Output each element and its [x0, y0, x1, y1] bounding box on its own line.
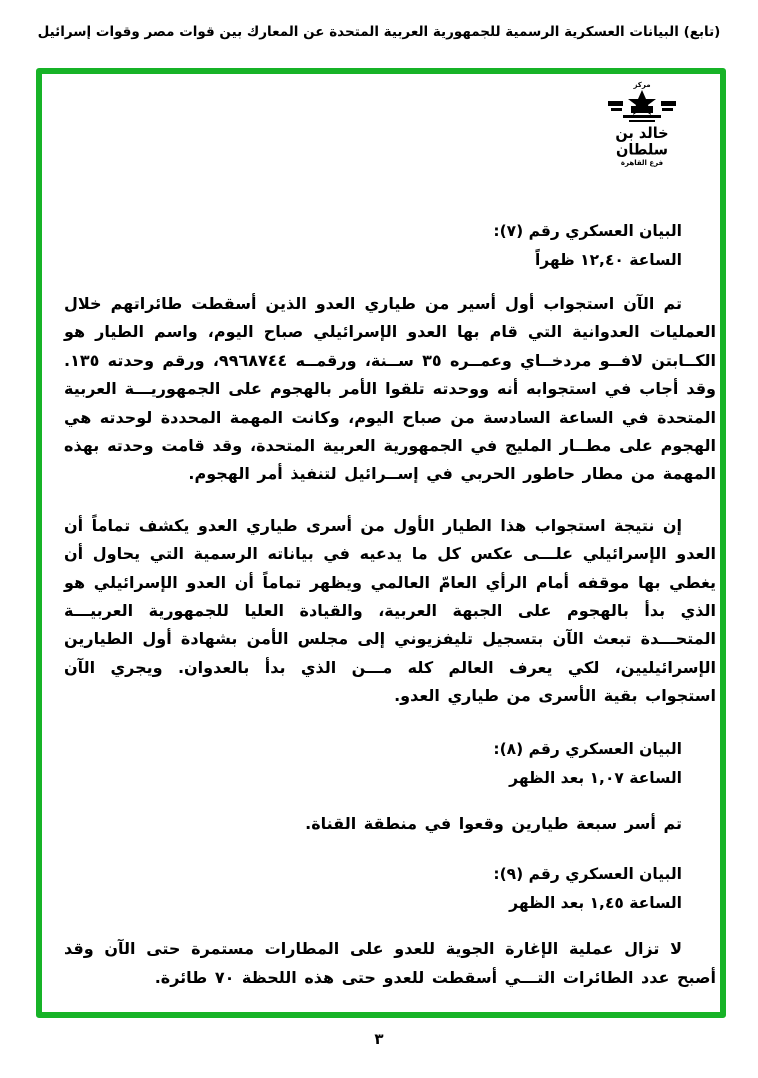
bulletin-9-title: البيان العسكري رقم (٩): [493, 865, 682, 884]
bulletin-8-time: الساعة ١,٠٧ بعد الظهر [509, 768, 682, 787]
stamp-name-label: خالد بن سلطان [615, 124, 669, 159]
bulletin-8-paragraph-1: تم أسر سبعة طيارين وقعوا في منطقة القناة. [305, 813, 682, 833]
bulletin-9-paragraph-1: لا تزال عملية الإغارة الجوية للعدو على المطارات مستمرة حتى الآن وقد أصبح عدد الطائرات التـــي أسقطت للعدو حتى هذه اللحظة ٧٠ طائرة. [64, 939, 716, 987]
document-body [64, 220, 716, 992]
green-border-frame [36, 68, 726, 1018]
page-number: ٣ [374, 1030, 384, 1048]
document-continuation-header: (تابع) البيانات العسكرية الرسمية للجمهورية العربية المتحدة عن المعارك بين قوات مصر وقوات إسرائيل [37, 24, 721, 40]
bulletin-7-paragraph-1: تم الآن استجواب أول أسير من طياري العدو الذين أسقطت طائراتهم خلال العمليات العدوانية التي قام بها العدو الإسرائيلي صباح اليوم، واسم الطيار هو الكــابتن لافــو مردخــاي وعمــره ٣٥ ســنة، ورقمــه ٩٩٦٨٧٤٤، ورقم وحدته ١٣٥. وقد أجاب في استجوابه أنه ووحدته تلقوا الأمر بالهجوم على الجمهوريـــة العربية المتحدة في الساعة السادسة من صباح اليوم، وكانت المهمة المحددة لوحدته هي الهجوم على مطــار المليج في الجمهورية العربية المتحدة، وقد قامت وحدته بهذه المهمة من مطار حاطور الحربي في إســرائيل لتنفيذ أمر الهجوم. [64, 294, 716, 484]
office-stamp [590, 82, 694, 167]
stamp-branch-label: فرع القاهرة [620, 158, 664, 167]
bulletin-8-title: البيان العسكري رقم (٨): [493, 739, 682, 758]
bulletin-7-title: البيان العسكري رقم (٧): [493, 222, 682, 240]
stamp-emblem-icon [590, 90, 694, 130]
stamp-top-label: مركز [633, 81, 651, 89]
bulletin-7-paragraph-2: إن نتيجة استجواب هذا الطيار الأول من أسرى طياري العدو يكشف تماماً أن العدو الإسرائيلي علـــى عكس كل ما يدعيه في بياناته الرسمية التي يحاول أن يغطي بها موقفه أمام الرأي العامّ العالمي ويظهر تماماً أن العدو الإسرائيلي هو الذي بدأ بالهجوم على الجبهة العربية، والقيادة العليا للجمهورية العربيـــة المتحـــدة تبعث الآن بتسجيل تليفزيوني إلى مجلس الأمن بشهادة أول الطيارين الإسرائيليين، لكي يعرف العالم كله مـــن الذي بدأ بالعدوان. ويجري الآن استجواب بقية الأسرى من طياري العدو. [64, 515, 716, 706]
bulletin-7-time: الساعة ١٢,٤٠ ظهراً [534, 251, 682, 269]
bulletin-9-time: الساعة ١,٤٥ بعد الظهر [509, 894, 682, 913]
